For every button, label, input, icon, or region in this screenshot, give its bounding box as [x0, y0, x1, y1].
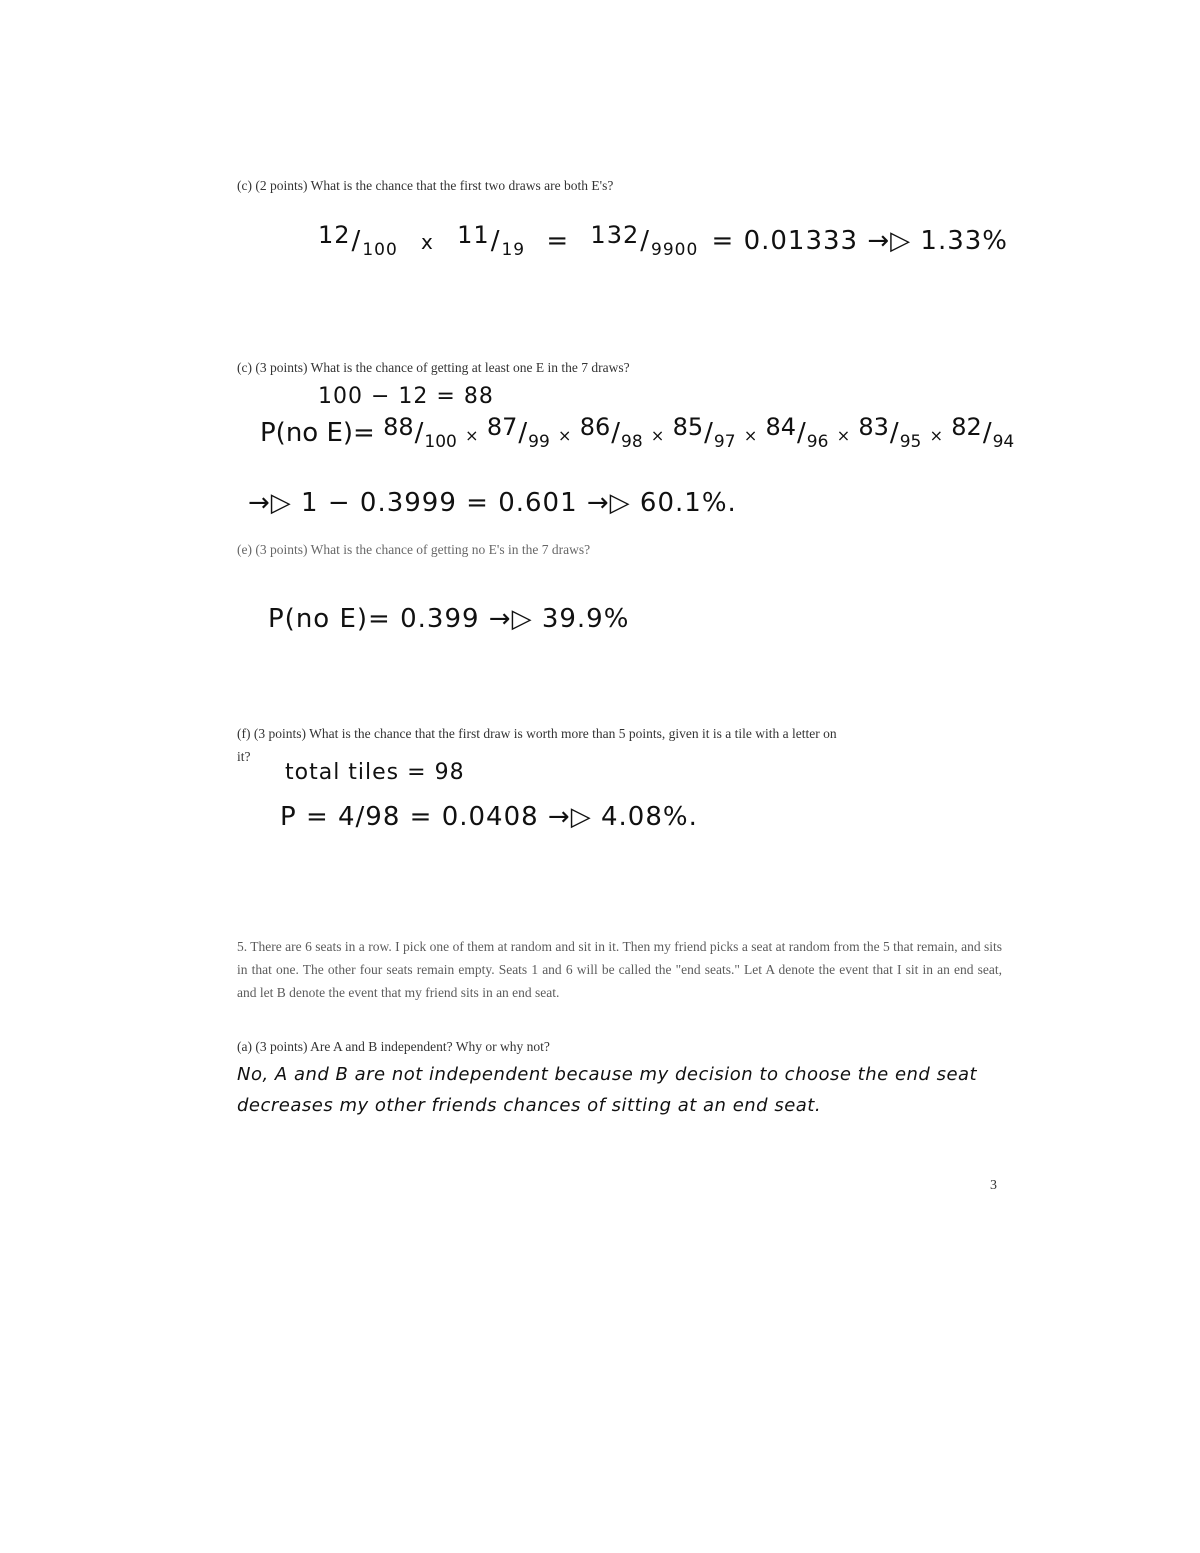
answer-e: P(no E)= 0.399 →▷ 39.9%: [268, 604, 630, 634]
question-f-line2: it?: [237, 749, 251, 764]
answer-c2-line3: →▷ 1 − 0.3999 = 0.601 →▷ 60.1%.: [248, 488, 737, 518]
answer-c2-line1: 100 − 12 = 88: [318, 384, 494, 409]
question-5a: (a) (3 points) Are A and B independent? Why or why not?: [237, 1039, 550, 1054]
answer-c-both-e: $12/_{100}$ x $11/_{19} = 132/_{9900} = 0.01333$ →▷ 1.33%: [318, 221, 1009, 260]
question-e-no-e: (e) (3 points) What is the chance of getting no E's in the 7 draws?: [237, 542, 591, 557]
page-number: 3: [990, 1178, 997, 1193]
fraction-87-99: $87/_{99}$: [486, 413, 550, 452]
fraction-85-97: $85/_{97}$: [672, 413, 736, 452]
question-f-line1: (f) (3 points) What is the chance that the first draw is worth more than 5 points, given it is a tile with a letter on: [237, 726, 837, 741]
fraction-84-96: $84/_{96}$: [765, 413, 829, 452]
problem-5-text: 5. There are 6 seats in a row. I pick one of them at random and sit in it. Then my friend picks a seat at random from the 5 that remain, and sits in that one. The other four seats remain empty. Seats 1 and 6 will be called the "end seats." Let A denote the event that I sit in an end seat, and let B denote the event that my friend sits in an end seat.: [237, 939, 1002, 1000]
fraction-132-9900: $132/_{9900}$: [590, 221, 699, 260]
answer-f-line1: total tiles = 98: [285, 760, 465, 785]
fraction-82-94: $82/_{94}$: [951, 413, 1015, 452]
answer-5a-line1: No, A and B are not independent because my decision to choose the end seat: [237, 1064, 978, 1085]
fraction-11-19: $11/_{19}$: [457, 221, 526, 260]
answer-5a-line2: decreases my other friends chances of sitting at an end seat.: [237, 1095, 822, 1116]
question-c-at-least-one-e: (c) (3 points) What is the chance of getting at least one E in the 7 draws?: [237, 360, 630, 375]
answer-c2-product: P(no $E)= 88/_{100} \times 87/_{99} \times 86/_{98} \times 85/_{97} \times 84/_{96} \times 83/_{95} \times 82/_{94}$: [260, 413, 1015, 452]
fraction-12-100: $12/_{100}$: [318, 221, 398, 260]
fraction-86-98: $86/_{98}$: [579, 413, 643, 452]
question-c-both-e: (c) (2 points) What is the chance that the first two draws are both E's?: [237, 178, 614, 193]
fraction-88-100: $88/_{100}$: [383, 413, 457, 452]
fraction-83-95: $83/_{95}$: [858, 413, 922, 452]
answer-f-line2: P = 4/98 = 0.0408 →▷ 4.08%.: [280, 802, 698, 832]
